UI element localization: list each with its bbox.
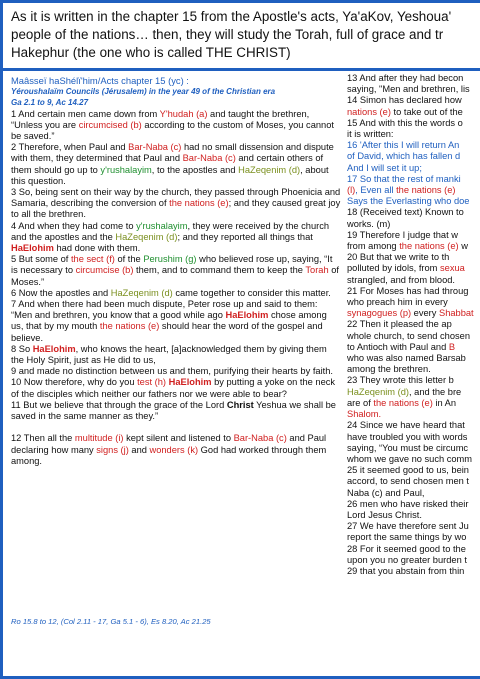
- verse-18-line: 18 (Received text) Known to: [347, 207, 464, 218]
- verse-2: 2 Therefore, when Paul and Bar-Naba (c) had no small dissension and dispute with them, they determined that Paul and Bar-Naba (c) and certain others of them should go up to y'rushalayim, to the apostles and HaZeqenim (d), about this question.: [11, 142, 334, 186]
- verse-21-line: 21 For Moses has had throug: [347, 285, 469, 296]
- verse-24-line: 24 Since we have heard that: [347, 420, 465, 431]
- verse-3: 3 So, being sent on their way by the church, they passed through Phoenicia and Samaria, describing the conversion of the nations (e); and they caused great joy to all the brethren.: [11, 187, 341, 220]
- verse-13-line: 13 And after they had becon: [347, 73, 464, 83]
- verse-5: 5 But some of the sect (f) of the Perushim (g) who believed rose up, saying, “It is necessary to circumcise (b) them, and to command them to keep the Torah of Moses.”: [11, 254, 339, 287]
- verse-7: 7 And when there had been much dispute, Peter rose up and said to them: “Men and brethren, you know that a good while ago HaElohim chose among us, that by my mouth the nations (e) should hear the word of the gospel and believe.: [11, 299, 327, 343]
- verse-9: 9 and made no distinction between us and them, purifying their hearts by faith.: [11, 366, 333, 377]
- verse-12: 12 Then all the multitude (i) kept silent and listened to Bar-Naba (c) and Paul declaring how many signs (j) and wonders (k) God had worked through them among.: [11, 433, 327, 466]
- footer-references: Ro 15.8 to 12, (Col 2.11 - 17, Ga 5.1 - 6), Es 8.20, Ac 21.25: [11, 617, 211, 626]
- verse-14-line: 14 Simon has declared how: [347, 95, 462, 106]
- right-column: 13 And after they had becon saying, "Men and brethren, lis 14 Simon has declared how nations (e) to take out of the 15 And with this the words o it is written: 16 'After this I will return An of David, which has fallen d And I will set it up; 17 So that the rest of manki (l), Even all the nations (e) Says the Everlasting who doe 18 (Received text) Known to works. (m) 19 Therefore I judge that w from among the nations (e) w 20 But that we write to th polluted by idols, from sexua strangled, and from blood. 21 For Moses has had throug who preach him in every synagogues (p) every Shabbat 22 Then it pleased the ap whole church, to send chosen to Antioch with Paul and B who was also named Barsab among the brethren. 23 They wrote this letter b HaZeqenim (d), and the bre are of the nations (e) in An Shalom. 24 Since we have heard that have troubled you with words saying, “You must be circumc whom we gave no such comm 25 it seemed good to us, bein accord, to send chosen men t Naba (c) and Paul, 26 men who have risked their Lord Jesus Christ. 27 We have therefore sent Ju report the same things by wo 28 For it seemed good to the upon you no greater burden t 29 that you abstain from thin: [347, 71, 480, 577]
- verse-20-line: 20 But that we write to th: [347, 252, 450, 263]
- verse-22-line: 22 Then it pleased the ap: [347, 319, 452, 330]
- verse-6: 6 Now the apostles and HaZeqenim (d) came together to consider this matter.: [11, 287, 331, 298]
- verse-8: 8 So HaElohim, who knows the heart, [a]acknowledged them by giving them the Holy Spirit, just as He did to us,: [11, 343, 327, 366]
- verse-11: 11 But we believe that through the grace of the Lord Christ Yeshua we shall be saved in the same manner as they.”: [11, 399, 336, 422]
- header-box: [3, 3, 480, 71]
- verse-1: 1 And certain men came down from Y'hudah (a) and taught the brethren, “Unless you are circumcised (b) according to the custom of Moses, you cannot be saved.”: [11, 108, 334, 142]
- verse-19-line: 19 Therefore I judge that w: [347, 229, 458, 240]
- chapter-cross-refs: Ga 2.1 to 9, Ac 14.27: [11, 98, 89, 108]
- chapter-subtitle: Yéroushalaïm Councils (Jérusalem) in the year 49 of the Christian era: [11, 87, 276, 97]
- verse-10: 10 Now therefore, why do you test (h) HaElohim by putting a yoke on the neck of the disciples which neither our fathers nor we were able to bear?: [11, 377, 336, 399]
- verse-16-line: 16 'After this I will return An: [347, 140, 460, 151]
- header-line-3: Hakephur (the one who is called THE CHRIST): [11, 45, 291, 60]
- verse-15-line: 15 And with this the words o: [347, 117, 463, 128]
- verse-26-line: 26 men who have risked their: [347, 498, 469, 509]
- verse-23-line: 23 They wrote this letter b: [347, 375, 454, 386]
- left-column: [11, 71, 341, 467]
- header-line-2: people of the nations… then, they will study the Torah, full of grace and tr: [11, 27, 444, 42]
- verse-25-line: 25 it seemed good to us, bein: [347, 465, 469, 476]
- header-line-1: As it is written in the chapter 15 from the Apostle's acts, Ya'aKov, Yeshoua': [11, 9, 452, 24]
- chapter-title: Maâsseï haShélï'him/Acts chapter 15 (yc) :: [11, 75, 189, 86]
- verse-28-line: 28 For it seemed good to the: [347, 543, 466, 554]
- verse-17-line: 17 So that the rest of manki: [347, 173, 461, 184]
- verse-29-line: 29 that you abstain from thin: [347, 565, 465, 576]
- columns: [3, 71, 480, 651]
- verse-4: 4 And when they had come to y'rushalayim, they were received by the church and the apostles and the HaZeqenim (d); and they reported all things that HaElohim had done with them.: [11, 220, 330, 254]
- verse-27-line: 27 We have therefore sent Ju: [347, 521, 469, 532]
